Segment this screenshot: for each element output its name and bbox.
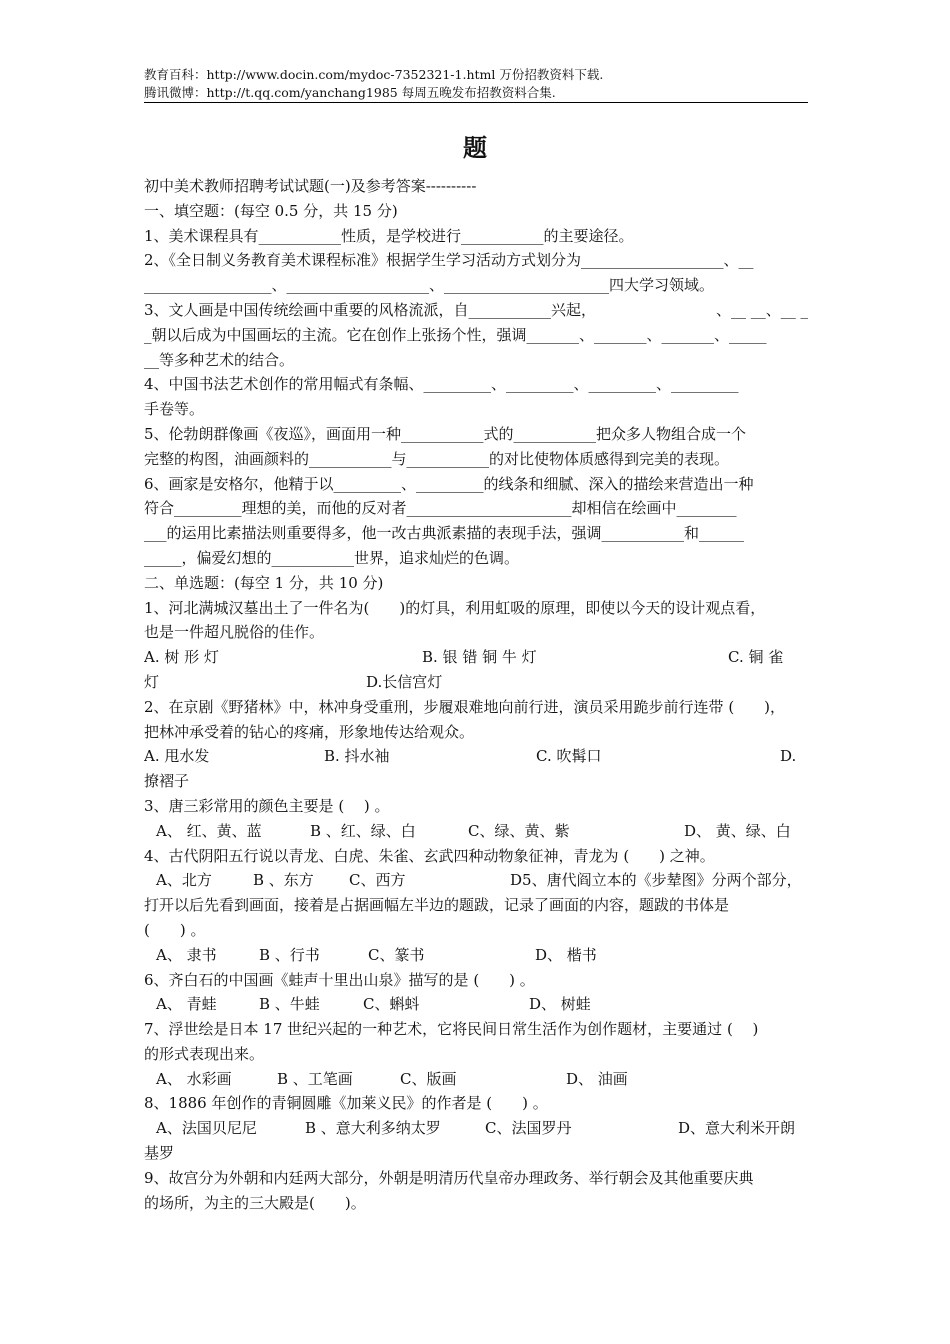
choice-q7-option-b: B 、工笔画 [277,1069,353,1088]
choice-q1-option-b: B. 银 错 铜 牛 灯 [422,648,537,667]
header-line-weibo: 腾讯微博：http://t.qq.com/yanchang1985 每周五晚发布招教资料合集. [144,85,556,100]
choice-q4-option-a: A、北方 [156,871,212,890]
choice-q8-option-d: D、意大利米开朗 [678,1119,796,1138]
choice-q6: 6、齐白石的中国画《蛙声十里出山泉》描写的是 ( ) 。 [144,970,535,989]
section1-heading: 一、填空题：(每空 0.5 分，共 15 分) [144,201,398,220]
choice-q5-line3: ( ) 。 [144,920,206,939]
fill-q6-line4: _____，偏爱幻想的___________世界，追求灿烂的色调。 [144,548,520,567]
choice-q6-option-d: D、 树蛙 [529,995,591,1014]
fill-q2-line2: _________________、___________________、______________________四大学习领域。 [144,276,715,295]
choice-q9-line1: 9、故宫分为外朝和内廷两大部分，外朝是明清历代皇帝办理政务、举行朝会及其他重要庆典 [144,1168,754,1187]
fill-q3-line2: _朝以后成为中国画坛的主流。它在创作上张扬个性，强调_______、_______、_______、_____ [144,325,767,344]
choice-q5-option-b: B 、行书 [259,945,320,964]
choice-q6-option-c: C、蝌蚪 [363,995,420,1014]
header-divider [144,102,808,103]
choice-q3: 3、唐三彩常用的颜色主要是 ( ) 。 [144,796,390,815]
choice-q2-option-c: C. 吹髯口 [536,747,602,766]
choice-q5-option-c: C、篆书 [368,945,425,964]
choice-q2-option-b: B. 抖水袖 [324,747,390,766]
choice-q7-option-d: D、 油画 [566,1069,628,1088]
choice-q1-line2: 也是一件超凡脱俗的佳作。 [144,623,325,642]
choice-q7-option-c: C、版画 [400,1069,457,1088]
choice-q5-option-a: A、 隶书 [156,945,217,964]
choice-q5-line1: D5、唐代阎立本的《步辇图》分两个部分， [510,871,802,890]
choice-q1-line1: 1、河北满城汉墓出土了一件名为( )的灯具，利用虹吸的原理，即使以今天的设计观点看， [144,598,766,617]
choice-q5-option-d: D、 楷书 [535,945,597,964]
choice-q6-option-a: A、 青蛙 [156,995,217,1014]
choice-q3-options [144,819,808,844]
choice-q2-option-d-cont: 撩褶子 [144,772,190,791]
choice-q3-option-c: C、绿、黄、紫 [468,821,570,840]
choice-q8-options [144,1116,808,1141]
choice-q5-line2: 打开以后先看到画面，接着是占据画幅左半边的题跋，记录了画面的内容，题跋的书体是 [144,896,730,915]
choice-q2-option-d: D. [780,747,797,766]
fill-q4-line1: 4、中国书法艺术创作的常用幅式有条幅、_________、_________、_________、_________ [144,375,739,394]
doc-title: 初中美术教师招聘考试试题(一)及参考答案---------- [144,177,477,195]
choice-q3-option-b: B 、红、绿、白 [310,821,416,840]
choice-q1-option-c-cont: 灯 [144,672,160,691]
fill-q3-line1-right: 、__ __、__ _ [715,300,808,319]
choice-q8-option-b: B 、意大利多纳太罗 [305,1119,441,1138]
choice-q7-options [144,1067,808,1092]
choice-q2-options [144,744,808,769]
choice-q8: 8、1886 年创作的青铜圆雕《加莱义民》的作者是 ( ) 。 [144,1094,548,1113]
choice-q4-option-b: B 、东方 [253,871,314,890]
fill-q3-line3: __等多种艺术的结合。 [144,350,295,369]
choice-q1-option-a: A. 树 形 灯 [144,648,219,667]
exam-body [144,174,808,1215]
choice-q5-options [144,943,808,968]
fill-q2-line1: 2、《全日制义务教育美术课程标准》根据学生学习活动方式划分为___________________、__ [144,251,754,270]
choice-q8-option-a: A、法国贝尼尼 [156,1119,257,1138]
fill-q1: 1、美术课程具有___________性质，是学校进行___________的主要途径。 [144,226,634,245]
fill-q5-line2: 完整的构图，油画颜料的___________与___________的对比使物体质感得到完美的表现。 [144,449,730,468]
choice-q1-options-wrap [144,670,808,695]
choice-q2-line1: 2、在京剧《野猪林》中，林冲身受重刑，步履艰难地向前行进，演员采用跪步前行连带 ( )， [144,697,786,716]
fill-q6-line2: 符合_________理想的美，而他的反对者______________________却相信在绘画中________ [144,499,737,518]
section2-heading: 二、单选题：(每空 1 分，共 10 分) [144,573,384,592]
choice-q1-option-d: D.长信宫灯 [366,672,443,691]
choice-q4-option-c: C、西方 [349,871,406,890]
choice-q2-line2: 把林冲承受着的钻心的疼痛，形象地传达给观众。 [144,722,475,741]
choice-q8-option-c: C、法国罗丹 [485,1119,572,1138]
choice-q8-option-d-cont: 基罗 [144,1144,175,1163]
fill-q5-line1: 5、伦勃朗群像画《夜巡》，画面用一种___________式的___________把众多人物组合成一个 [144,424,747,443]
choice-q9-line2: 的场所，为主的三大殿是( )。 [144,1193,366,1212]
header-line-docin: 教育百科：http://www.docin.com/mydoc-7352321-1.html 万份招教资料下载. [144,67,604,82]
choice-q2-option-a: A. 甩水发 [144,747,210,766]
page-header [144,66,808,102]
fill-q6-line3: ___的运用比素描法则重要得多，他一改古典派素描的表现手法，强调___________和______ [144,524,745,543]
choice-q1-options [144,645,808,670]
choice-q6-options [144,992,808,1017]
choice-q4: 4、古代阴阳五行说以青龙、白虎、朱雀、玄武四种动物象征神，青龙为 ( ) 之神。 [144,846,715,865]
choice-q7-line2: 的形式表现出来。 [144,1044,265,1063]
page-title: 题 [463,133,487,162]
choice-q4-options [144,868,808,893]
choice-q7-option-a: A、 水彩画 [156,1069,232,1088]
fill-q3-line1-left: 3、文人画是中国传统绘画中重要的风格流派，自___________兴起， [144,300,597,319]
choice-q3-option-a: A、 红、黄、蓝 [156,821,262,840]
choice-q1-option-c: C. 铜 雀 [728,648,784,667]
choice-q3-option-d: D、 黄、绿、白 [684,821,791,840]
fill-q4-line2: 手卷等。 [144,400,205,419]
choice-q7-line1: 7、浮世绘是日本 17 世纪兴起的一种艺术，它将民间日常生活作为创作题材，主要通过 ( ) [144,1020,759,1039]
fill-q6-line1: 6、画家是安格尔，他精于以_________、_________的线条和细腻、深入的描绘来营造出一种 [144,474,754,493]
fill-q3-line1 [144,298,808,323]
choice-q6-option-b: B 、牛蛙 [259,995,320,1014]
